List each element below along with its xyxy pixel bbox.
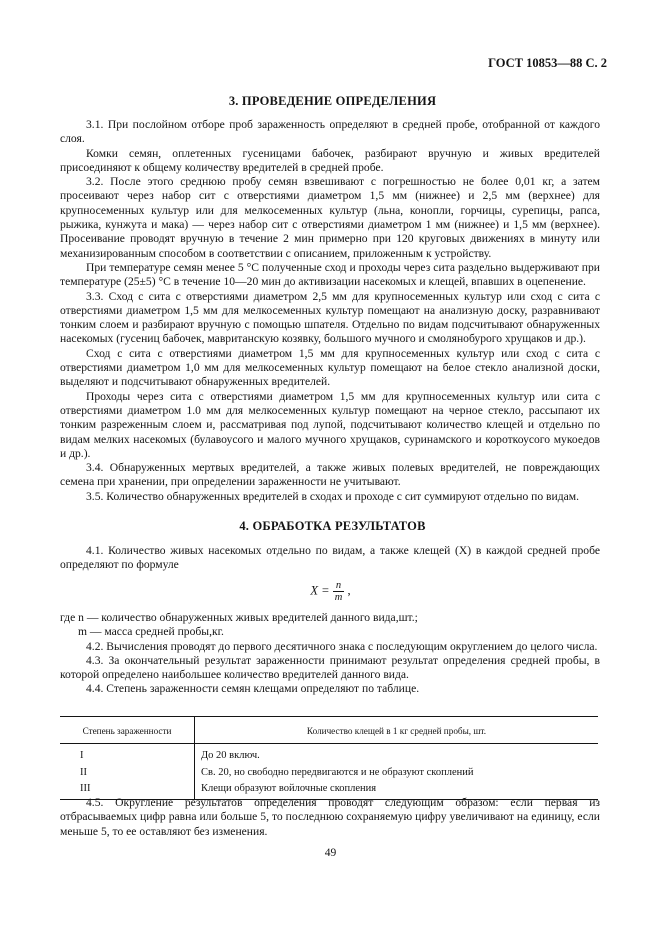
paragraph-3-1: 3.1. При послойном отборе проб зараженность определяют в средней пробе, отобранной от каждого слоя. [60,118,600,146]
paragraph-3-2-b: При температуре семян менее 5 °С полученные сход и проходы через сита раздельно выдерживают при температуре (25±5) °С в течение 10—20 мин до активизации насекомых и клещей, впавших в оцепенение. [60,260,600,289]
where-line-1: где n — количество обнаруженных живых вредителей данного вида,шт.; [60,611,418,624]
paragraph-3-3: 3.3. Сход с сита с отверстиями диаметром 2,5 мм для крупносеменных культур или сход с сита с отверстиями диаметром 1,5 мм для мелкосеменных культур помещают на анализную доску, разравнивают тонким слоем и разбирают вручную с помощью шпателя. Отдельно по видам подсчитывают обнаруженных насекомых (гусениц бабочек, мавританскую козявку, большого мучного и смолянобурого хрущаков и др.). [60,289,600,346]
mite-infestation-table [60,716,598,800]
formula-tail: , [347,583,351,598]
table-cell: Св. 20, но свободно передвигаются и не образуют скоплений [201,766,474,778]
paragraph-3-5: 3.5. Количество обнаруженных вредителей в сходах и проходе с сит суммируют отдельно по видам. [86,489,580,503]
section-3-title: 3. ПРОВЕДЕНИЕ ОПРЕДЕЛЕНИЯ [228,94,437,108]
paragraph-4-2: 4.2. Вычисления проводят до первого десятичного знака с последующим округлением до целого числа. [86,639,598,653]
paragraph-3-3-c: Проходы через сита с отверстиями диаметром 1,5 мм для крупносеменных культур или сита с отверстиями диаметром 1.0 мм для мелкосеменных культур помещают на черное стекло, рассыпают их тонким разреженным слоем и, рассматривая под лупой, подсчитывают количество клещей и отдельно по видам мелких насекомых (булавоусого и малого мучного хрущаков, суринамского и короткоусого мукоедов и др.). [60,389,600,460]
where-line-2: m — масса средней пробы,кг. [78,625,224,639]
document-header: ГОСТ 10853—88 С. 2 [488,56,607,70]
formula-fraction [333,580,345,603]
table-cell: III [60,781,195,800]
paragraph-4-1 [60,544,600,573]
table-cell: До 20 включ. [201,750,260,761]
formula-numerator: n [333,580,345,592]
table-cell: Клещи образуют войлочные скопления [195,781,599,800]
paragraph-4-5 [60,796,600,839]
table-row [60,765,598,782]
table-cell: II [60,765,195,782]
formula-denominator: m [334,592,343,603]
paragraph-3-4: 3.4. Обнаруженных мертвых вредителей, а также живых полевых вредителей, не повреждающих семена при хранении, при определении зараженности не учитывают. [60,461,600,489]
table-row [60,744,598,765]
paragraph-3-2: 3.2. После этого среднюю пробу семян взвешивают с погрешностью не более 0,01 кг, а затем просеивают через набор сит с отверстиями диаметром 1,5 мм (нижнее) и 2,5 мм (верхнее) для крупносеменных культур или для мелкосеменных культур (льна, конопли, горчицы, сурепицы, рапса, рыжика, кунжута и мака) — через набор сит с отверстиями диаметром 1 мм (нижнее) и 1,5 мм (верхнее). Просеивание проводят вручную в течение 2 мин примерно при 120 круговых движениях в минуту или механизированным способом в соответствии с описанием, приложенным к устройству. [60,175,600,260]
paragraph-4-4: 4.4. Степень зараженности семян клещами определяют по таблице. [86,682,420,696]
table-cell: I [60,744,195,765]
page-number: 49 [324,847,337,859]
paragraph-3-3-b: Сход с сита с отверстиями диаметром 1,5 мм для крупносеменных культур или сход с сита с отверстиями диаметром 1,0 мм для мелкосеменных культур помещают на белое стекло анализной доски, выделяют и подсчитывают обнаруженных вредителей. [60,346,600,389]
paragraph-3-1-b: Комки семян, оплетенных гусеницами бабочек, разбирают вручную и живых вредителей присоединяют к общему количеству вредителей в средней пробе. [60,146,600,174]
section-4-body [60,611,600,697]
section-4-title: 4. ОБРАБОТКА РЕЗУЛЬТАТОВ [239,519,426,533]
paragraph-4-5-text: 4.5. Округление результатов определения проводят следующим образом: если первая из отбрасываемых цифр равна или больше 5, то последнюю сохраняемую цифру увеличивают на единицу, если меньше 5, то ее оставляют без изменения. [60,796,600,838]
formula [0,580,661,603]
section-3-body [60,118,600,504]
table-header-count: Количество клещей в 1 кг средней пробы, шт. [195,717,599,744]
paragraph-4-3: 4.3. За окончательный результат зараженности принимают результат определения средней пробы, в которой определено наибольшее количество вредителей данного вида. [60,653,600,682]
paragraph-4-1-text: 4.1. Количество живых насекомых отдельно по видам, а также клещей (X) в каждой средней пробе определяют по формуле [60,544,600,572]
formula-lhs: X = [310,583,330,598]
table-header-degree: Степень зараженности [60,717,195,744]
table-header-row [60,717,598,744]
